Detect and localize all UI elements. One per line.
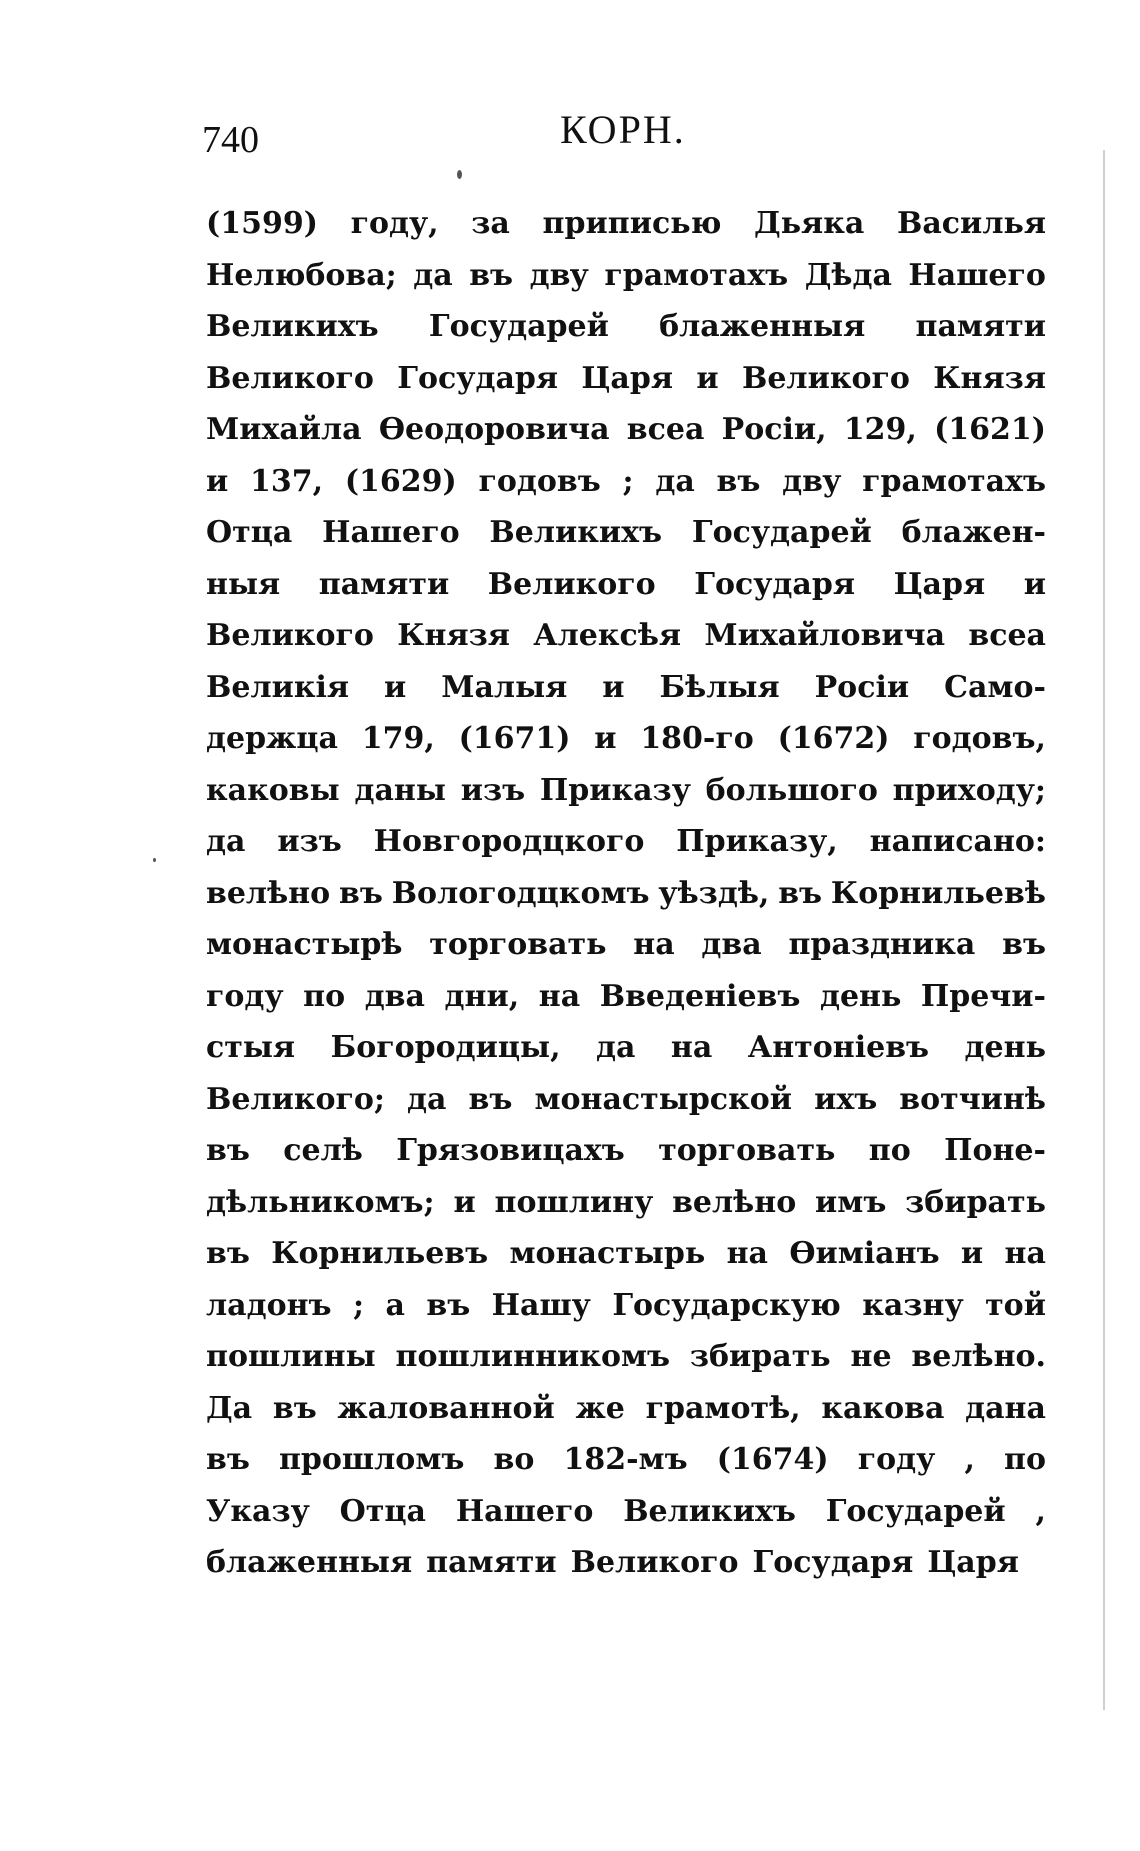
text-line: году по два дни, на Введеніевъ день Пречи- — [206, 978, 1046, 1014]
text-line: Да въ жалованной же грамотѣ, какова дана — [206, 1390, 1046, 1426]
body-text — [206, 198, 1046, 1589]
text-line: Великихъ Государей блаженныя памяти — [206, 309, 1046, 344]
text-line: Великія и Малыя и Бѣлыя Росіи Само- — [206, 669, 1046, 705]
text-line: стыя Богородицы, да на Антоніевъ день — [206, 1030, 1046, 1065]
text-line: Нелюбова; да въ двy грамотахъ Дѣда Нашего — [206, 257, 1046, 293]
text-line: каковы даны изъ Приказу большого приходу; — [206, 772, 1046, 808]
text-line: Великого; да въ монастырской ихъ вотчинѣ — [206, 1081, 1046, 1117]
running-head: КОРН. — [560, 107, 686, 152]
text-line: да изъ Новгородцкого Приказу, написано: — [206, 824, 1046, 859]
text-line: дѣльникомъ; и пошлину велѣно имъ збирать — [206, 1184, 1046, 1220]
text-line: монастырѣ торговать на два праздника въ — [206, 927, 1046, 962]
text-line: Указу Отца Нашего Великихъ Государей , — [206, 1493, 1046, 1529]
text-line: въ прошломъ во 182-мъ (1674) году , по — [206, 1442, 1046, 1477]
text-line: держца 179, (1671) и 180-го (1672) годовъ, — [206, 721, 1046, 756]
ink-speck — [153, 858, 156, 862]
text-line: въ Корнильевъ монастырь на Ѳиміанъ и на — [206, 1236, 1046, 1271]
text-line: Михайла Ѳеодоровича всеа Росіи, 129, (1621) — [206, 412, 1046, 447]
page-number: 740 — [202, 119, 259, 161]
text-line: Великого Князя Алексѣя Михайловича всеа — [206, 618, 1046, 653]
text-line: велѣно въ Вологодцкомъ уѣздѣ, въ Корнильевѣ — [206, 875, 1046, 911]
text-line: ныя памяти Великого Государя Царя и — [206, 566, 1046, 602]
ink-speck — [457, 170, 462, 179]
text-line: пошлины пошлинникомъ збирать не велѣно. — [206, 1339, 1046, 1374]
text-line: Отца Нашего Великихъ Государей блажен- — [206, 515, 1046, 550]
text-line: (1599) году, за приписью Дьяка Василья — [206, 206, 1046, 241]
text-line: блаженныя памяти Великого Государя Царя — [206, 1545, 1019, 1580]
text-line: и 137, (1629) годовъ ; да въ двy грамотахъ — [206, 463, 1046, 499]
text-line: въ селѣ Грязовицахъ торговать по Поне- — [206, 1133, 1046, 1168]
text-line: ладонъ ; а въ Нашу Государскую казну той — [206, 1287, 1046, 1323]
text-line: Великого Государя Царя и Великого Князя — [206, 360, 1046, 396]
page-edge-rule — [1103, 150, 1105, 1710]
